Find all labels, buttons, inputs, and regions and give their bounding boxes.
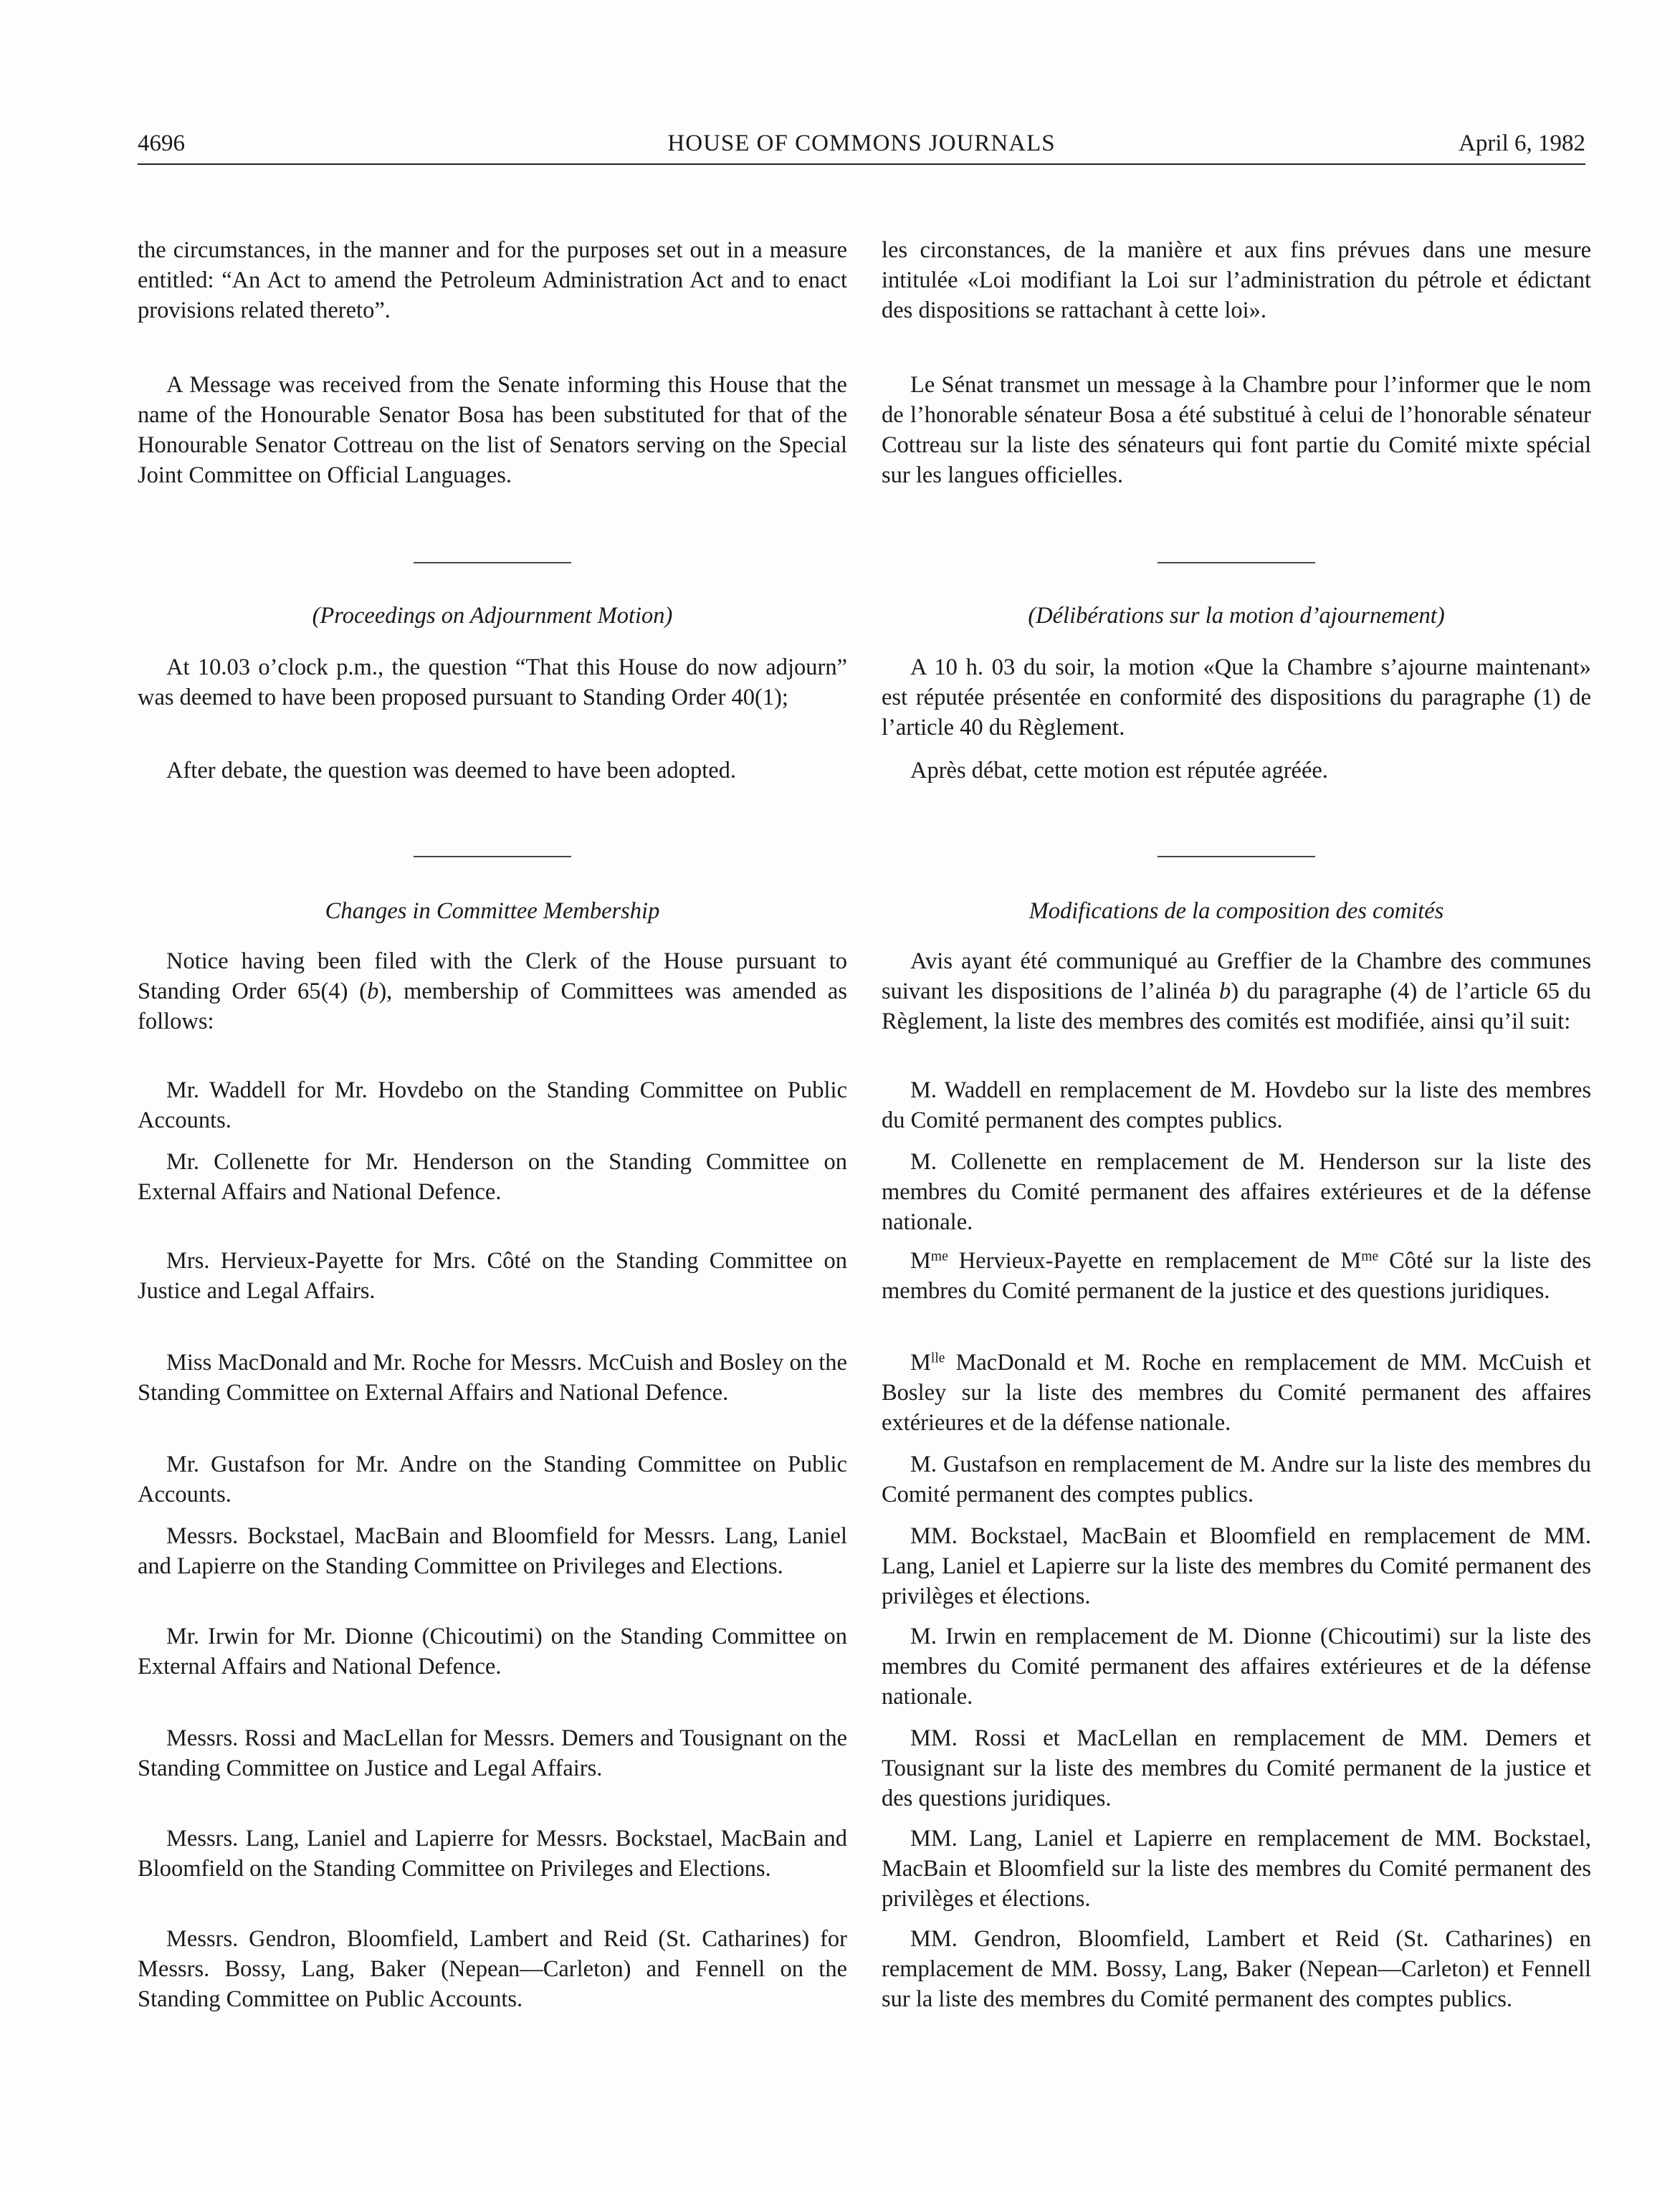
section-divider	[414, 856, 571, 857]
en-membership-change: Mr. Waddell for Mr. Hovdebo on the Standing Committee on Public Accounts.	[138, 1077, 847, 1133]
en-heading-adjournment: (Proceedings on Adjournment Motion)	[312, 603, 673, 629]
en-membership-change: Mr. Irwin for Mr. Dionne (Chicoutimi) on the Standing Committee on External Affairs and National Defence.	[138, 1624, 847, 1679]
section-divider	[1158, 562, 1315, 563]
en-intro-paragraph: the circumstances, in the manner and for the purposes set out in a measure entitled: “An Act to amend the Petroleum Administration Act and to enact provisions related thereto”.	[138, 237, 847, 323]
fr-membership-change: M. Gustafson en remplacement de M. Andre sur la liste des membres du Comité permanent des comptes publics.	[882, 1452, 1591, 1507]
fr-membership-change: M. Irwin en remplacement de M. Dionne (Chicoutimi) sur la liste des membres du Comité permanent des affaires extérieures et de la défense nationale.	[882, 1624, 1591, 1710]
fr-membership-change: MM. Lang, Laniel et Lapierre en remplacement de MM. Bockstael, MacBain et Bloomfield sur la liste des membres du Comité permanent des privilèges et élections.	[882, 1826, 1591, 1912]
fr-membership-change: $M^{lle}$ MacDonald et M. Roche en remplacement de MM. McCuish et Bosley sur la liste des membres du Comité permanent des affaires extérieures et de la défense nationale.	[882, 1350, 1591, 1436]
en-membership-change: Miss MacDonald and Mr. Roche for Messrs. McCuish and Bosley on the Standing Committee on External Affairs and National Defence.	[138, 1350, 847, 1406]
journal-title: HOUSE OF COMMONS JOURNALS	[667, 130, 1056, 156]
page-header	[138, 123, 1585, 163]
fr-membership-change: MM. Rossi et MacLellan en remplacement de MM. Demers et Tousignant sur la liste des membres du Comité permanent de la justice et des questions juridiques.	[882, 1725, 1591, 1811]
fr-membership-change: $M^{me}$ Hervieux-Payette en remplacement de $M^{me}$ Côté sur la liste des membres du Comité permanent de la justice et des questions juridiques.	[882, 1248, 1592, 1304]
en-heading-changes: Changes in Committee Membership	[325, 898, 660, 924]
fr-senate-message: Le Sénat transmet un message à la Chambre pour l’informer que le nom de l’honorable sénateur Bosa a été substitué à celui de l’honorable sénateur Cottreau sur la liste des sénateurs qui font partie du Comité mixte spécial sur les langues officielles.	[882, 372, 1591, 488]
journal-date: April 6, 1982	[1459, 130, 1585, 156]
en-membership-change: Mr. Collenette for Mr. Henderson on the Standing Committee on External Affairs and National Defence.	[138, 1149, 847, 1205]
fr-adjournment-result: Après débat, cette motion est réputée agréée.	[910, 758, 1328, 783]
en-membership-change: Messrs. Rossi and MacLellan for Messrs. Demers and Tousignant on the Standing Committee on Justice and Legal Affairs.	[138, 1725, 847, 1781]
en-notice-paragraph: Notice having been filed with the Clerk of the House pursuant to Standing Order 65(4) (b), membership of Committees was amended as follows:	[138, 948, 847, 1034]
page-number: 4696	[138, 130, 185, 156]
en-senate-message: A Message was received from the Senate informing this House that the name of the Honourable Senator Bosa has been substituted for that of the Honourable Senator Cottreau on the list of Senators serving on the Special Joint Committee on Official Languages.	[138, 372, 847, 488]
en-membership-change: Messrs. Bockstael, MacBain and Bloomfield for Messrs. Lang, Laniel and Lapierre on the Standing Committee on Privileges and Elections.	[138, 1523, 847, 1579]
en-membership-change: Mrs. Hervieux-Payette for Mrs. Côté on the Standing Committee on Justice and Legal Affairs.	[138, 1248, 847, 1304]
en-adjournment-result: After debate, the question was deemed to have been adopted.	[166, 758, 737, 783]
fr-intro-paragraph: les circonstances, de la manière et aux fins prévues dans une mesure intitulée «Loi modifiant la Loi sur l’administration du pétrole et édictant des dispositions se rattachant à cette loi».	[882, 237, 1591, 323]
fr-membership-change: M. Collenette en remplacement de M. Henderson sur la liste des membres du Comité permanent des affaires extérieures et de la défense nationale.	[882, 1149, 1591, 1235]
en-membership-change: Messrs. Gendron, Bloomfield, Lambert and Reid (St. Catharines) for Messrs. Bossy, Lang, Baker (Nepean—Carleton) and Fennell on the Standing Committee on Public Accounts.	[138, 1926, 847, 2012]
en-adjournment-paragraph: At 10.03 o’clock p.m., the question “That this House do now adjourn” was deemed to have been proposed pursuant to Standing Order 40(1);	[138, 654, 847, 710]
fr-heading-adjournment: (Délibérations sur la motion d’ajournement)	[1028, 603, 1445, 629]
fr-notice-paragraph: Avis ayant été communiqué au Greffier de la Chambre des communes suivant les dispositions de l’alinéa b) du paragraphe (4) de l’article 65 du Règlement, la liste des membres des comités est modifiée, ainsi qu’il suit:	[882, 948, 1591, 1034]
fr-heading-changes: Modifications de la composition des comités	[1028, 898, 1444, 924]
section-divider	[1158, 856, 1315, 857]
en-membership-change: Mr. Gustafson for Mr. Andre on the Standing Committee on Public Accounts.	[138, 1452, 847, 1507]
fr-membership-change: MM. Bockstael, MacBain et Bloomfield en remplacement de MM. Lang, Laniel et Lapierre sur la liste des membres du Comité permanent des privilèges et élections.	[882, 1523, 1591, 1609]
header-rule	[138, 163, 1585, 165]
section-divider	[414, 562, 571, 563]
en-membership-change: Messrs. Lang, Laniel and Lapierre for Messrs. Bockstael, MacBain and Bloomfield on the Standing Committee on Privileges and Elections.	[138, 1826, 847, 1882]
fr-adjournment-paragraph: A 10 h. 03 du soir, la motion «Que la Chambre s’ajourne maintenant» est réputée présentée en conformité des dispositions du paragraphe (1) de l’article 40 du Règlement.	[882, 654, 1591, 740]
fr-membership-change: M. Waddell en remplacement de M. Hovdebo sur la liste des membres du Comité permanent des comptes publics.	[882, 1077, 1591, 1133]
fr-membership-change: MM. Gendron, Bloomfield, Lambert et Reid (St. Catharines) en remplacement de MM. Bossy, Lang, Baker (Nepean—Carleton) et Fennell sur la liste des membres du Comité permanent des comptes publics.	[882, 1926, 1591, 2012]
